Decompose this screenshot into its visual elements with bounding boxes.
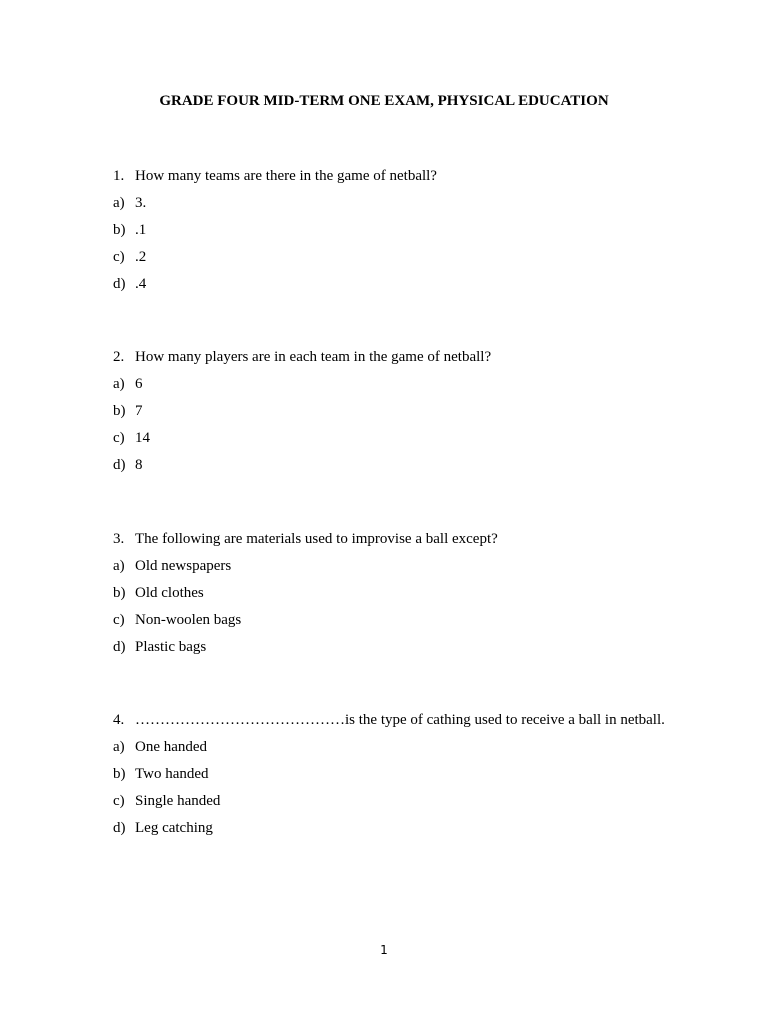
option-text: .2 [135, 249, 147, 265]
question-stem [113, 167, 713, 194]
option-c [113, 429, 713, 456]
question-text: How many players are in each team in the game of netball? [135, 349, 492, 365]
option-text: 14 [135, 430, 150, 446]
option-label: c) [113, 430, 125, 446]
question-3 [113, 530, 713, 665]
question-text: The following are materials used to improvise a ball except? [135, 531, 498, 547]
option-a [113, 738, 713, 765]
option-d [113, 638, 713, 665]
option-text: Plastic bags [135, 639, 207, 655]
option-label: a) [113, 558, 125, 574]
option-a [113, 194, 713, 221]
option-b [113, 584, 713, 611]
option-d [113, 275, 713, 302]
option-text: .1 [135, 222, 147, 238]
page-number: 1 [380, 943, 388, 957]
option-text: Old clothes [135, 585, 204, 601]
option-d [113, 819, 713, 846]
option-c [113, 611, 713, 638]
option-b [113, 765, 713, 792]
option-text: .4 [135, 276, 147, 292]
option-text: 7 [135, 403, 143, 419]
option-d [113, 456, 713, 483]
option-label: b) [113, 766, 126, 782]
option-text: Non-woolen bags [135, 612, 242, 628]
option-text: 6 [135, 376, 143, 392]
exam-title: GRADE FOUR MID-TERM ONE EXAM, PHYSICAL EDUCATION [159, 93, 609, 109]
option-a [113, 375, 713, 402]
question-stem [113, 711, 713, 738]
option-text: Two handed [135, 766, 209, 782]
question-2 [113, 348, 713, 483]
option-label: a) [113, 739, 125, 755]
question-stem [113, 530, 713, 557]
question-number: 3. [113, 531, 125, 547]
option-label: a) [113, 376, 125, 392]
question-1 [113, 167, 713, 302]
question-number: 1. [113, 168, 125, 184]
option-label: b) [113, 585, 126, 601]
option-label: b) [113, 222, 126, 238]
option-label: c) [113, 249, 125, 265]
option-text: Leg catching [135, 820, 213, 836]
option-label: c) [113, 612, 125, 628]
option-b [113, 221, 713, 248]
option-c [113, 248, 713, 275]
option-label: d) [113, 276, 126, 292]
option-label: d) [113, 457, 126, 473]
option-text: 3. [135, 195, 147, 211]
question-stem [113, 348, 713, 375]
question-text: ……………………………………is the type of cathing used to receive a ball in netball. [135, 712, 665, 728]
option-a [113, 557, 713, 584]
option-text: Old newspapers [135, 558, 232, 574]
option-label: d) [113, 820, 126, 836]
option-text: Single handed [135, 793, 221, 809]
option-label: d) [113, 639, 126, 655]
option-text: One handed [135, 739, 208, 755]
option-label: a) [113, 195, 125, 211]
option-label: b) [113, 403, 126, 419]
option-label: c) [113, 793, 125, 809]
question-text: How many teams are there in the game of netball? [135, 168, 437, 184]
option-c [113, 792, 713, 819]
question-number: 4. [113, 712, 125, 728]
option-b [113, 402, 713, 429]
question-4 [113, 711, 713, 846]
option-text: 8 [135, 457, 143, 473]
question-number: 2. [113, 349, 125, 365]
